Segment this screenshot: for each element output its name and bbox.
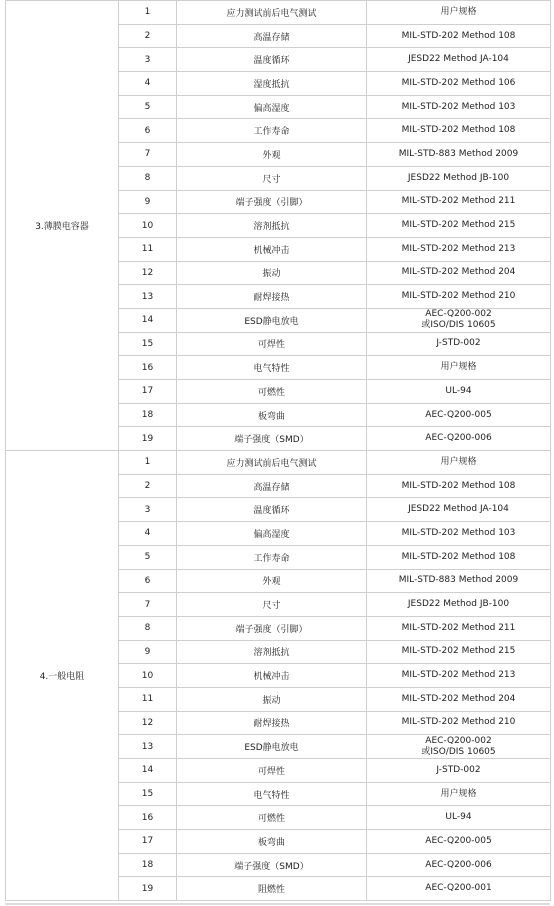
test-item-cell: 振动 [177, 687, 367, 711]
test-item-cell: 板弯曲 [177, 830, 367, 854]
row-number-cell: 4 [119, 522, 177, 546]
row-number-cell: 11 [119, 687, 177, 711]
test-item-cell: 端子强度（SMD） [177, 853, 367, 877]
test-item-cell: 应力测试前后电气测试 [177, 1, 367, 25]
standard-cell: MIL-STD-202 Method 108 [367, 545, 551, 569]
test-item-cell: 溶剂抵抗 [177, 640, 367, 664]
row-number-cell: 17 [119, 380, 177, 404]
row-number-cell: 2 [119, 24, 177, 48]
row-number-cell: 12 [119, 261, 177, 285]
category-cell: 3.薄膜电容器 [6, 1, 119, 451]
row-number-cell: 14 [119, 308, 177, 332]
standard-cell: MIL-STD-202 Method 213 [367, 237, 551, 261]
row-number-cell: 16 [119, 356, 177, 380]
row-number-cell: 1 [119, 451, 177, 475]
standard-cell: UL-94 [367, 380, 551, 404]
row-number-cell: 17 [119, 830, 177, 854]
standard-cell: JESD22 Method JB-100 [367, 593, 551, 617]
standard-cell: 用户规格 [367, 1, 551, 25]
row-number-cell: 2 [119, 474, 177, 498]
row-number-cell: 9 [119, 190, 177, 214]
row-number-cell: 18 [119, 403, 177, 427]
table-row [6, 1, 551, 25]
row-number-cell: 8 [119, 616, 177, 640]
test-item-cell: 外观 [177, 569, 367, 593]
test-item-cell: 工作寿命 [177, 119, 367, 143]
category-cell: 4.一般电阻 [6, 451, 119, 901]
row-number-cell: 6 [119, 119, 177, 143]
row-number-cell: 3 [119, 498, 177, 522]
test-item-cell: 机械冲击 [177, 237, 367, 261]
standard-cell: JESD22 Method JA-104 [367, 498, 551, 522]
test-item-cell: 可焊性 [177, 759, 367, 783]
standard-cell: JESD22 Method JB-100 [367, 166, 551, 190]
test-item-cell: 可燃性 [177, 380, 367, 404]
standard-cell: AEC-Q200-006 [367, 427, 551, 451]
row-number-cell: 8 [119, 166, 177, 190]
row-number-cell: 4 [119, 72, 177, 96]
standard-line-2: 或ISO/DIS 10605 [421, 320, 496, 331]
row-number-cell: 5 [119, 545, 177, 569]
standard-cell: MIL-STD-202 Method 211 [367, 190, 551, 214]
test-item-cell: 偏高湿度 [177, 522, 367, 546]
row-number-cell: 19 [119, 427, 177, 451]
row-number-cell: 5 [119, 95, 177, 119]
standard-cell: MIL-STD-202 Method 204 [367, 687, 551, 711]
test-item-cell: 机械冲击 [177, 664, 367, 688]
standard-cell: MIL-STD-202 Method 215 [367, 214, 551, 238]
standard-cell: JESD22 Method JA-104 [367, 48, 551, 72]
bottom-divider [5, 903, 550, 905]
row-number-cell: 13 [119, 735, 177, 759]
standard-cell: MIL-STD-202 Method 215 [367, 640, 551, 664]
test-item-cell: 耐焊接热 [177, 711, 367, 735]
row-number-cell: 13 [119, 285, 177, 309]
standard-line-1: AEC-Q200-002 [425, 735, 492, 746]
test-item-cell: 可燃性 [177, 806, 367, 830]
test-item-cell: ESD静电放电 [177, 735, 367, 759]
table-row [6, 451, 551, 475]
standard-cell: MIL-STD-202 Method 106 [367, 72, 551, 96]
row-number-cell: 3 [119, 48, 177, 72]
row-number-cell: 14 [119, 759, 177, 783]
test-item-cell: 板弯曲 [177, 403, 367, 427]
test-item-cell: 尺寸 [177, 593, 367, 617]
test-item-cell: 振动 [177, 261, 367, 285]
standard-cell: 用户规格 [367, 782, 551, 806]
test-item-cell: 湿度抵抗 [177, 72, 367, 96]
standard-cell: MIL-STD-202 Method 108 [367, 24, 551, 48]
test-standards-table [5, 0, 551, 901]
standard-cell: MIL-STD-202 Method 108 [367, 474, 551, 498]
standard-cell: AEC-Q200-006 [367, 853, 551, 877]
standard-cell: MIL-STD-202 Method 210 [367, 711, 551, 735]
test-item-cell: 应力测试前后电气测试 [177, 451, 367, 475]
row-number-cell: 18 [119, 853, 177, 877]
standard-cell: AEC-Q200-005 [367, 830, 551, 854]
row-number-cell: 16 [119, 806, 177, 830]
row-number-cell: 12 [119, 711, 177, 735]
test-item-cell: 耐焊接热 [177, 285, 367, 309]
standard-cell [367, 308, 551, 332]
standard-cell: J-STD-002 [367, 759, 551, 783]
row-number-cell: 9 [119, 640, 177, 664]
standard-cell: MIL-STD-202 Method 103 [367, 95, 551, 119]
row-number-cell: 7 [119, 143, 177, 167]
test-item-cell: 尺寸 [177, 166, 367, 190]
standard-cell: MIL-STD-883 Method 2009 [367, 143, 551, 167]
standard-cell: AEC-Q200-005 [367, 403, 551, 427]
row-number-cell: 1 [119, 1, 177, 25]
row-number-cell: 15 [119, 332, 177, 356]
test-item-cell: 端子强度（引脚） [177, 190, 367, 214]
standard-cell: AEC-Q200-001 [367, 877, 551, 901]
row-number-cell: 6 [119, 569, 177, 593]
row-number-cell: 10 [119, 214, 177, 238]
standard-cell: MIL-STD-202 Method 210 [367, 285, 551, 309]
test-item-cell: 端子强度（引脚） [177, 616, 367, 640]
standard-cell: MIL-STD-202 Method 211 [367, 616, 551, 640]
standard-cell: J-STD-002 [367, 332, 551, 356]
row-number-cell: 10 [119, 664, 177, 688]
test-item-cell: 偏高湿度 [177, 95, 367, 119]
test-item-cell: 温度循环 [177, 498, 367, 522]
test-item-cell: ESD静电放电 [177, 308, 367, 332]
test-item-cell: 高温存储 [177, 474, 367, 498]
row-number-cell: 19 [119, 877, 177, 901]
test-item-cell: 可焊性 [177, 332, 367, 356]
standard-cell: MIL-STD-202 Method 213 [367, 664, 551, 688]
standard-cell: MIL-STD-202 Method 204 [367, 261, 551, 285]
test-item-cell: 温度循环 [177, 48, 367, 72]
row-number-cell: 15 [119, 782, 177, 806]
test-item-cell: 高温存储 [177, 24, 367, 48]
standard-cell: 用户规格 [367, 451, 551, 475]
test-item-cell: 电气特性 [177, 782, 367, 806]
standard-cell: MIL-STD-202 Method 103 [367, 522, 551, 546]
test-item-cell: 电气特性 [177, 356, 367, 380]
test-item-cell: 工作寿命 [177, 545, 367, 569]
standard-line-1: AEC-Q200-002 [425, 309, 492, 320]
row-number-cell: 11 [119, 237, 177, 261]
test-item-cell: 溶剂抵抗 [177, 214, 367, 238]
row-number-cell: 7 [119, 593, 177, 617]
standard-line-2: 或ISO/DIS 10605 [421, 746, 496, 757]
standard-cell: 用户规格 [367, 356, 551, 380]
standard-cell: MIL-STD-202 Method 108 [367, 119, 551, 143]
test-item-cell: 端子强度（SMD） [177, 427, 367, 451]
standard-cell: MIL-STD-883 Method 2009 [367, 569, 551, 593]
standard-cell [367, 735, 551, 759]
standard-cell: UL-94 [367, 806, 551, 830]
test-item-cell: 阻燃性 [177, 877, 367, 901]
test-item-cell: 外观 [177, 143, 367, 167]
